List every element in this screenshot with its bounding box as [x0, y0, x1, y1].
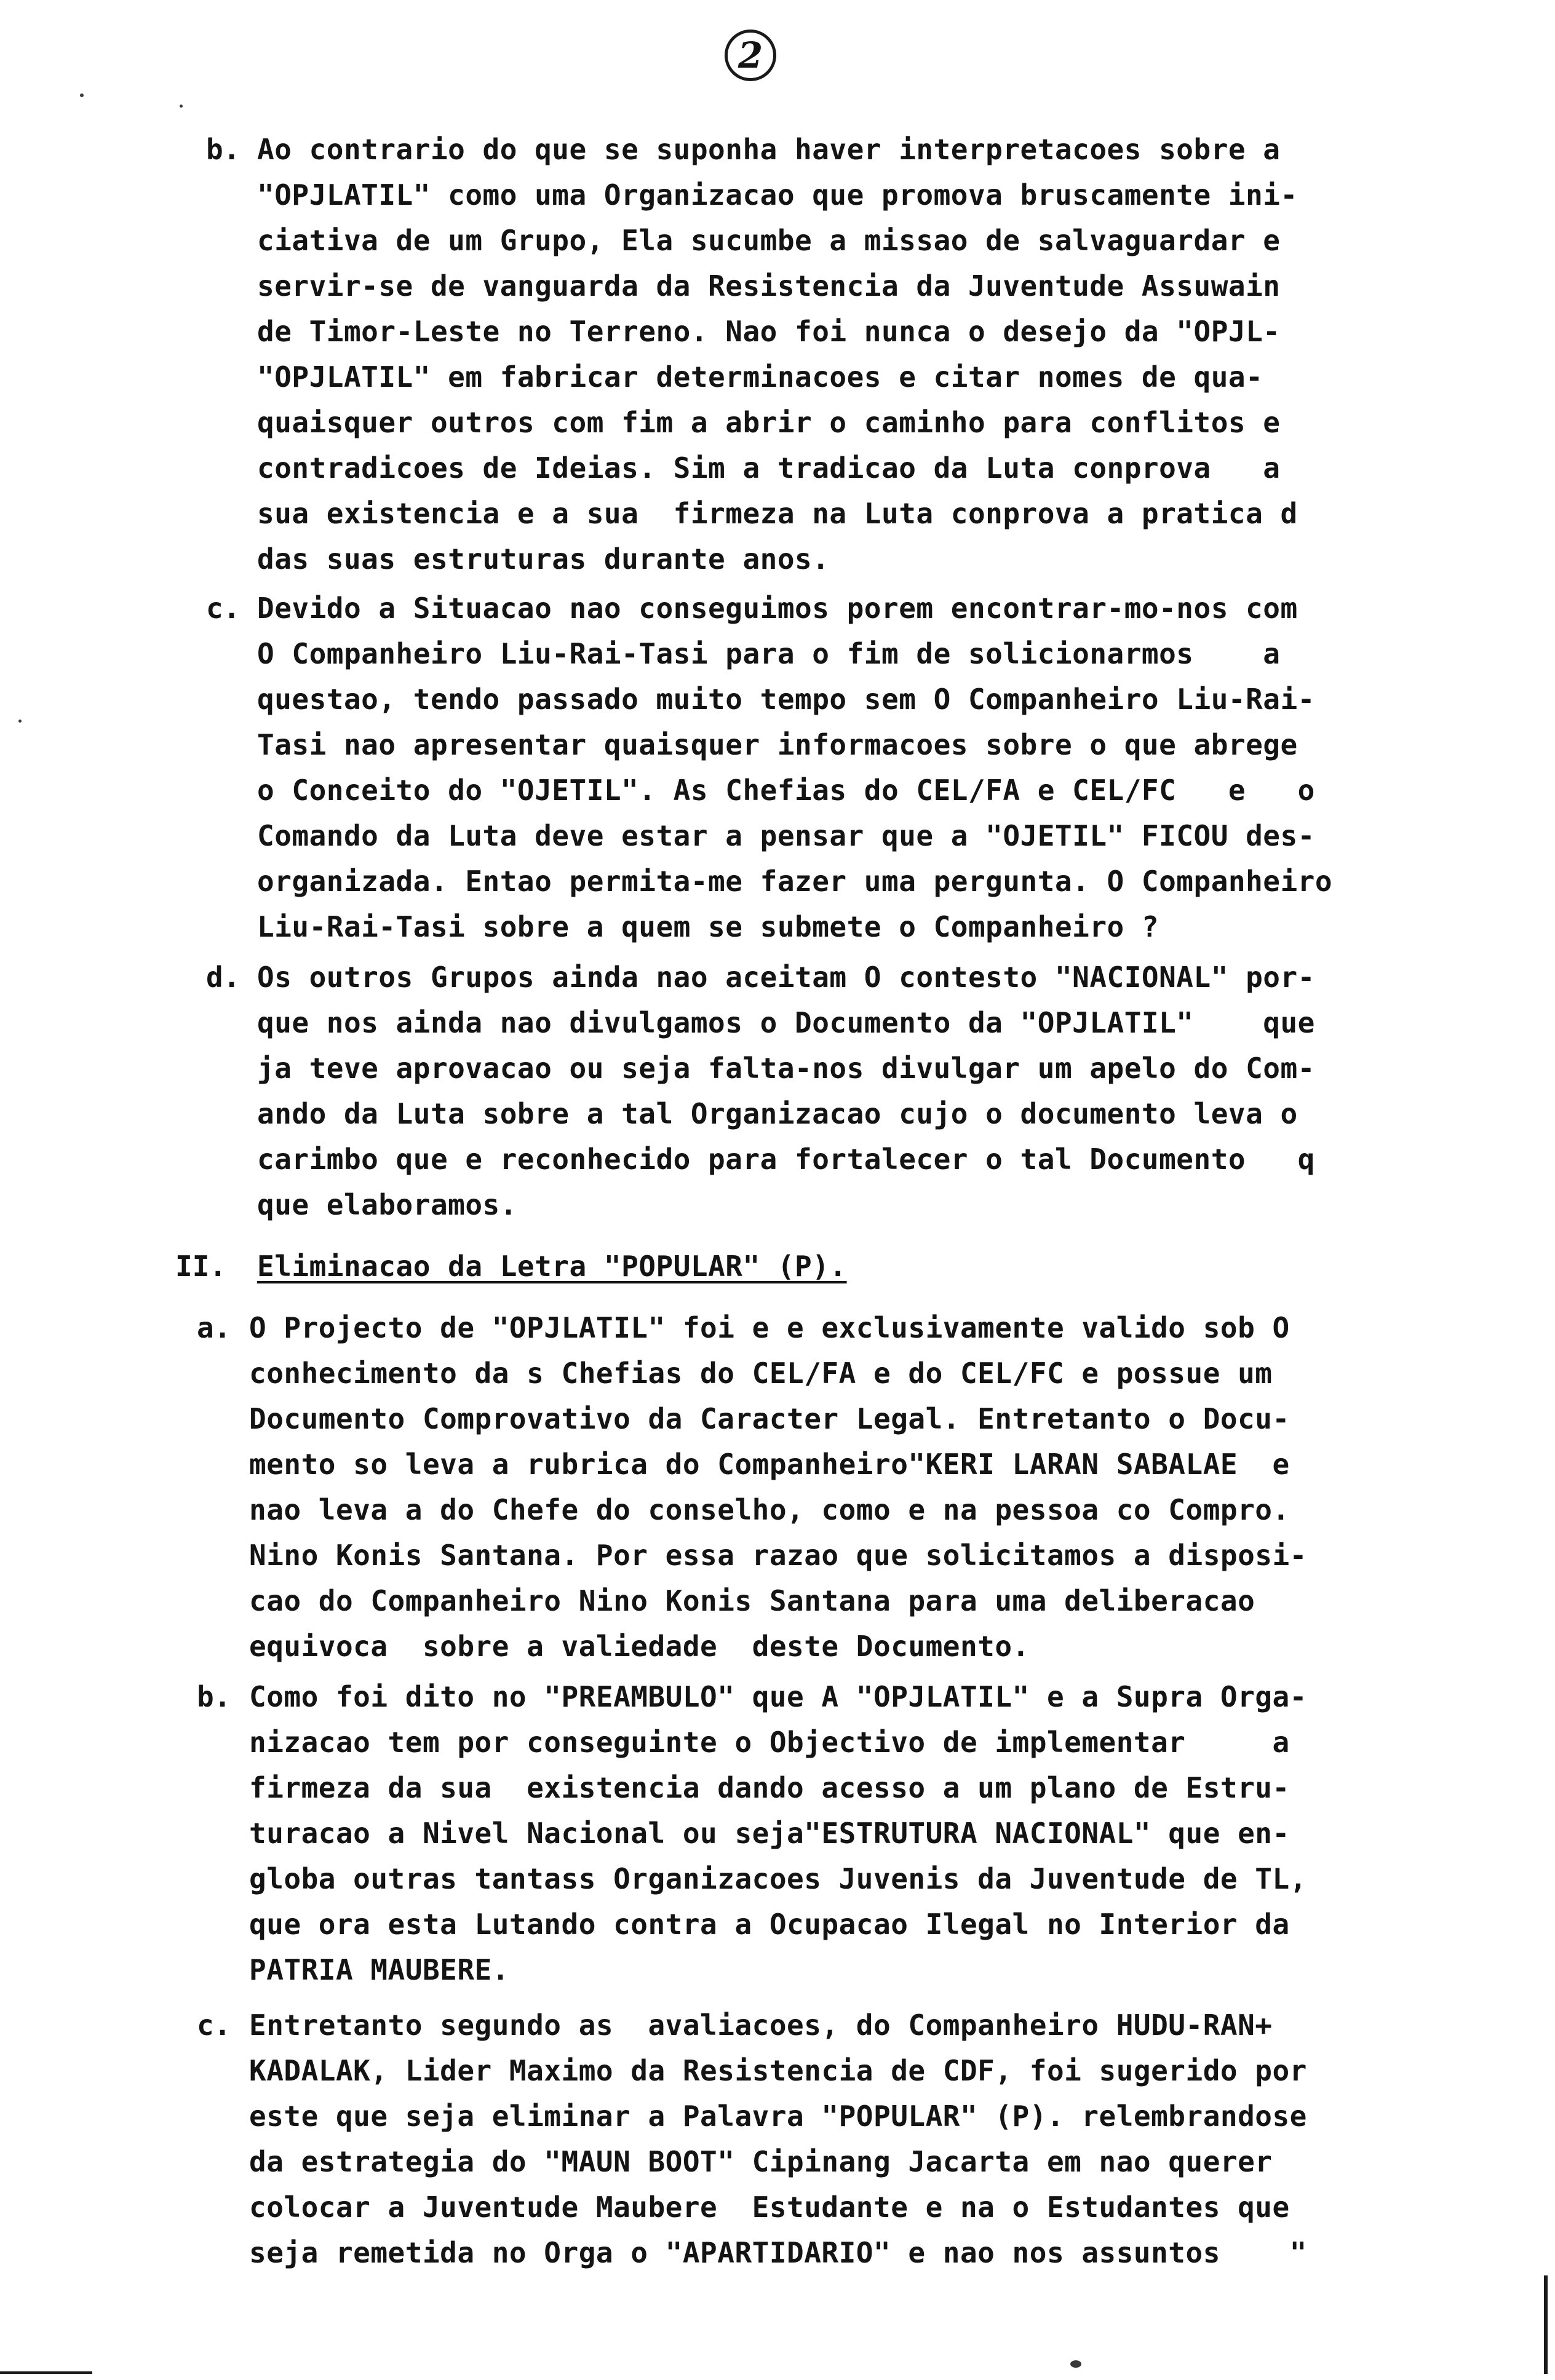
text-line: firmeza da sua existencia dando acesso a um plano de Estru-	[249, 1771, 1290, 1804]
text-line: este que seja eliminar a Palavra "POPULAR" (P). relembrandose	[249, 2100, 1307, 2133]
scan-speck	[80, 93, 84, 97]
text-line: que elaboramos.	[257, 1188, 517, 1221]
text-line: cao do Companheiro Nino Konis Santana para uma deliberacao	[249, 1584, 1255, 1617]
text-line: equivoca sobre a valiedade deste Documento.	[249, 1630, 1030, 1663]
text-line: Ao contrario do que se suponha haver interpretacoes sobre a	[257, 133, 1281, 166]
text-line: nizacao tem por conseguinte o Objectivo de implementar a	[249, 1726, 1290, 1759]
text-line: que nos ainda nao divulgamos o Documento da "OPJLATIL" que	[257, 1006, 1315, 1039]
text-line: Os outros Grupos ainda nao aceitam O contesto "NACIONAL" por-	[257, 961, 1315, 994]
text-line: carimbo que e reconhecido para fortalecer o tal Documento q	[257, 1143, 1315, 1176]
text-line: "OPJLATIL" como uma Organizacao que promova bruscamente ini-	[257, 178, 1298, 212]
scan-speck	[1070, 2360, 1081, 2368]
text-line: globa outras tantass Organizacoes Juvenis da Juventude de TL,	[249, 1862, 1307, 1895]
text-line: Comando da Luta deve estar a pensar que a "OJETIL" FICOU des-	[257, 819, 1315, 852]
text-line: quaisquer outros com fim a abrir o caminho para conflitos e	[257, 406, 1281, 439]
text-line: questao, tendo passado muito tempo sem O Companheiro Liu-Rai-	[257, 683, 1315, 716]
text-line: O Projecto de "OPJLATIL" foi e e exclusivamente valido sob O	[249, 1311, 1290, 1344]
text-line: da estrategia do "MAUN BOOT" Cipinang Jacarta em nao querer	[249, 2145, 1273, 2178]
text-line: PATRIA MAUBERE.	[249, 1953, 509, 1986]
text-line: conhecimento da s Chefias do CEL/FA e do CEL/FC e possue um	[249, 1357, 1273, 1390]
text-line: nao leva a do Chefe do conselho, como e na pessoa co Compro.	[249, 1493, 1290, 1526]
text-line: servir-se de vanguarda da Resistencia da Juventude Assuwain	[257, 269, 1281, 303]
text-line: ja teve aprovacao ou seja falta-nos divulgar um apelo do Com-	[257, 1052, 1315, 1085]
text-line: o Conceito do "OJETIL". As Chefias do CEL/FA e CEL/FC e o	[257, 774, 1315, 807]
text-line: das suas estruturas durante anos.	[257, 542, 830, 576]
text-line: KADALAK, Lider Maximo da Resistencia de CDF, foi sugerido por	[249, 2054, 1307, 2087]
scan-edge-mark	[1544, 2275, 1548, 2374]
text-line: Tasi nao apresentar quaisquer informacoes sobre o que abrege	[257, 728, 1298, 761]
text-line: mento so leva a rubrica do Companheiro"KERI LARAN SABALAE e	[249, 1448, 1290, 1481]
text-line: Como foi dito no "PREAMBULO" que A "OPJLATIL" e a Supra Orga-	[249, 1680, 1307, 1713]
section-marker: b.	[197, 1680, 231, 1713]
text-line: ando da Luta sobre a tal Organizacao cujo o documento leva o	[257, 1097, 1298, 1130]
text-line: O Companheiro Liu-Rai-Tasi para o fim de solicionarmos a	[257, 637, 1281, 670]
text-line: sua existencia e a sua firmeza na Luta conprova a pratica d	[257, 497, 1298, 530]
section-heading: Eliminacao da Letra "POPULAR" (P).	[257, 1250, 847, 1283]
section-marker: c.	[206, 592, 241, 625]
section-marker: c.	[197, 2009, 231, 2042]
page-number: 2	[725, 30, 776, 81]
text-line: seja remetida no Orga o "APARTIDARIO" e nao nos assuntos "	[249, 2236, 1307, 2269]
text-line: contradicoes de Ideias. Sim a tradicao da Luta conprova a	[257, 451, 1281, 485]
scan-edge-mark	[0, 2371, 92, 2374]
text-line: ciativa de um Grupo, Ela sucumbe a missao de salvaguardar e	[257, 224, 1281, 257]
text-line: colocar a Juventude Maubere Estudante e na o Estudantes que	[249, 2191, 1290, 2224]
text-line: de Timor-Leste no Terreno. Nao foi nunca o desejo da "OPJL-	[257, 315, 1281, 348]
text-line: Entretanto segundo as avaliacoes, do Companheiro HUDU-RAN+	[249, 2009, 1273, 2042]
text-line: Liu-Rai-Tasi sobre a quem se submete o Companheiro ?	[257, 910, 1159, 943]
section-marker: a.	[197, 1311, 231, 1344]
scan-speck	[18, 720, 22, 723]
text-line: Devido a Situacao nao conseguimos porem encontrar-mo-nos com	[257, 592, 1298, 625]
text-line: "OPJLATIL" em fabricar determinacoes e citar nomes de qua-	[257, 360, 1263, 394]
text-line: organizada. Entao permita-me fazer uma pergunta. O Companheiro	[257, 865, 1333, 898]
text-line: Nino Konis Santana. Por essa razao que solicitamos a disposi-	[249, 1539, 1307, 1572]
section-marker: d.	[206, 961, 241, 994]
text-line: turacao a Nivel Nacional ou seja"ESTRUTURA NACIONAL" que en-	[249, 1817, 1290, 1850]
section-marker: II.	[175, 1250, 227, 1283]
text-line: Documento Comprovativo da Caracter Legal. Entretanto o Docu-	[249, 1402, 1290, 1435]
section-marker: b.	[206, 133, 241, 166]
text-line: que ora esta Lutando contra a Ocupacao Ilegal no Interior da	[249, 1908, 1290, 1941]
scan-speck	[180, 105, 183, 108]
